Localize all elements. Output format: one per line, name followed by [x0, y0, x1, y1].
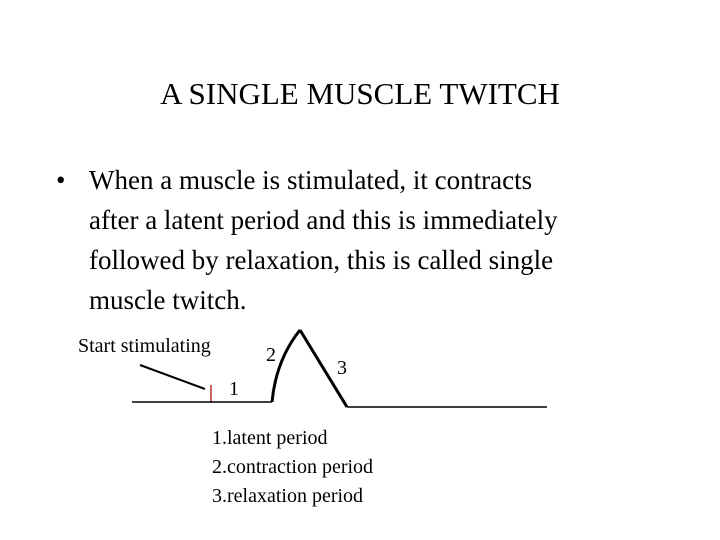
bullet-line: followed by relaxation, this is called single — [89, 245, 554, 275]
bullet-line: after a latent period and this is immediately — [89, 205, 558, 235]
legend-item: 2.contraction period — [212, 456, 374, 478]
contraction-curve — [272, 330, 300, 402]
bullet-line: muscle twitch. — [89, 285, 247, 315]
legend-item: 1.latent period — [212, 427, 328, 449]
bullet-marker: • — [56, 165, 66, 195]
start-stimulating-label: Start stimulating — [78, 335, 211, 357]
period-legend — [212, 424, 373, 511]
marker-2-label: 2 — [266, 344, 276, 366]
marker-3-label: 3 — [337, 357, 347, 379]
legend-item: 3.relaxation period — [212, 485, 364, 507]
marker-1-label: 1 — [229, 378, 239, 400]
stimulus-arrow — [140, 365, 205, 389]
bullet-line: When a muscle is stimulated, it contracts — [89, 165, 533, 195]
slide-title: A SINGLE MUSCLE TWITCH — [160, 76, 560, 111]
